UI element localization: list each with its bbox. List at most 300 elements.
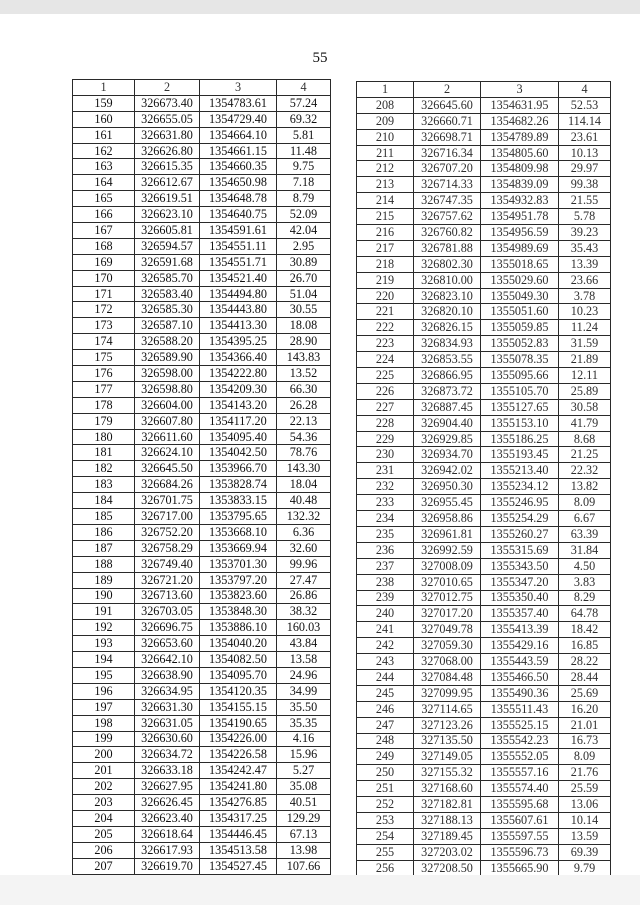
column-header: 2 xyxy=(135,80,200,96)
table-cell: 13.59 xyxy=(559,828,611,844)
table-cell: 327010.65 xyxy=(414,574,481,590)
table-row xyxy=(73,95,331,111)
table-cell: 114.14 xyxy=(559,113,611,129)
table-cell: 11.48 xyxy=(277,143,331,159)
table-cell: 8.29 xyxy=(559,590,611,606)
table-cell: 1354095.70 xyxy=(200,667,277,683)
table-row xyxy=(357,177,611,193)
table-cell: 66.30 xyxy=(277,381,331,397)
table-cell: 253 xyxy=(357,812,414,828)
table-row xyxy=(357,352,611,368)
table-cell: 186 xyxy=(73,524,135,540)
table-cell: 326955.45 xyxy=(414,495,481,511)
table-cell: 225 xyxy=(357,368,414,384)
table-cell: 1354222.80 xyxy=(200,366,277,382)
table-cell: 42.04 xyxy=(277,223,331,239)
table-row xyxy=(73,810,331,826)
table-cell: 177 xyxy=(73,381,135,397)
table-row xyxy=(357,209,611,225)
table-row xyxy=(357,781,611,797)
table-row xyxy=(357,415,611,431)
table-cell: 99.38 xyxy=(559,177,611,193)
table-cell: 32.60 xyxy=(277,540,331,556)
table-cell: 219 xyxy=(357,272,414,288)
table-row xyxy=(73,747,331,763)
table-cell: 16.20 xyxy=(559,701,611,717)
table-cell: 1354513.58 xyxy=(200,842,277,858)
table-cell: 327149.05 xyxy=(414,749,481,765)
table-cell: 326633.18 xyxy=(135,763,200,779)
top-edge-shadow xyxy=(0,0,640,14)
table-cell: 208 xyxy=(357,97,414,113)
table-cell: 229 xyxy=(357,431,414,447)
table-cell: 1355078.35 xyxy=(481,352,559,368)
table-row xyxy=(73,731,331,747)
table-cell: 326942.02 xyxy=(414,463,481,479)
table-cell: 6.67 xyxy=(559,511,611,527)
table-cell: 200 xyxy=(73,747,135,763)
table-cell: 159 xyxy=(73,95,135,111)
table-cell: 326820.10 xyxy=(414,304,481,320)
table-cell: 189 xyxy=(73,572,135,588)
table-cell: 326645.60 xyxy=(414,97,481,113)
table-row xyxy=(73,429,331,445)
table-cell: 326701.75 xyxy=(135,493,200,509)
table-cell: 1355357.40 xyxy=(481,606,559,622)
table-row xyxy=(357,431,611,447)
table-cell: 21.01 xyxy=(559,717,611,733)
table-cell: 1354494.80 xyxy=(200,286,277,302)
table-cell: 327012.75 xyxy=(414,590,481,606)
table-cell: 1355596.73 xyxy=(481,844,559,860)
table-cell: 28.22 xyxy=(559,654,611,670)
table-row xyxy=(357,336,611,352)
table-cell: 326619.51 xyxy=(135,191,200,207)
table-cell: 326638.90 xyxy=(135,667,200,683)
table-cell: 249 xyxy=(357,749,414,765)
table-cell: 52.09 xyxy=(277,207,331,223)
table-row xyxy=(357,622,611,638)
table-row xyxy=(73,143,331,159)
coordinates-table-right xyxy=(356,81,611,877)
table-cell: 1355260.27 xyxy=(481,526,559,542)
table-cell: 327084.48 xyxy=(414,669,481,685)
table-cell: 63.39 xyxy=(559,526,611,542)
table-cell: 326607.80 xyxy=(135,413,200,429)
table-cell: 224 xyxy=(357,352,414,368)
table-row xyxy=(357,272,611,288)
table-cell: 326703.05 xyxy=(135,604,200,620)
table-cell: 238 xyxy=(357,574,414,590)
table-cell: 199 xyxy=(73,731,135,747)
table-row xyxy=(357,193,611,209)
table-cell: 326589.90 xyxy=(135,350,200,366)
table-row xyxy=(357,256,611,272)
table-cell: 23.61 xyxy=(559,129,611,145)
table-cell: 209 xyxy=(357,113,414,129)
table-row xyxy=(357,669,611,685)
table-cell: 326645.50 xyxy=(135,461,200,477)
table-cell: 327135.50 xyxy=(414,733,481,749)
table-cell: 1354839.09 xyxy=(481,177,559,193)
table-cell: 1355490.36 xyxy=(481,685,559,701)
table-cell: 235 xyxy=(357,526,414,542)
table-cell: 1355193.45 xyxy=(481,447,559,463)
table-cell: 232 xyxy=(357,479,414,495)
table-cell: 326655.05 xyxy=(135,111,200,127)
table-row xyxy=(357,129,611,145)
table-cell: 242 xyxy=(357,638,414,654)
table-row xyxy=(357,542,611,558)
table-cell: 1354226.58 xyxy=(200,747,277,763)
table-cell: 1354809.98 xyxy=(481,161,559,177)
table-cell: 1355552.05 xyxy=(481,749,559,765)
table-cell: 1354729.40 xyxy=(200,111,277,127)
table-cell: 13.58 xyxy=(277,652,331,668)
table-row xyxy=(357,320,611,336)
table-row xyxy=(73,779,331,795)
table-cell: 1354242.47 xyxy=(200,763,277,779)
table-cell: 22.13 xyxy=(277,413,331,429)
table-cell: 26.70 xyxy=(277,270,331,286)
table-row xyxy=(357,463,611,479)
table-row xyxy=(73,413,331,429)
table-cell: 213 xyxy=(357,177,414,193)
table-cell: 193 xyxy=(73,636,135,652)
column-header: 2 xyxy=(414,82,481,98)
table-cell: 326631.05 xyxy=(135,715,200,731)
table-cell: 1355413.39 xyxy=(481,622,559,638)
table-cell: 1354446.45 xyxy=(200,826,277,842)
table-cell: 1355557.16 xyxy=(481,765,559,781)
table-cell: 326760.82 xyxy=(414,225,481,241)
table-cell: 326873.72 xyxy=(414,383,481,399)
table-cell: 1355254.29 xyxy=(481,511,559,527)
table-cell: 160.03 xyxy=(277,620,331,636)
table-cell: 1354631.95 xyxy=(481,97,559,113)
table-cell: 214 xyxy=(357,193,414,209)
table-cell: 8.68 xyxy=(559,431,611,447)
table-cell: 198 xyxy=(73,715,135,731)
table-row xyxy=(73,699,331,715)
table-cell: 327208.50 xyxy=(414,860,481,876)
table-cell: 21.25 xyxy=(559,447,611,463)
table-row xyxy=(357,399,611,415)
table-row xyxy=(73,620,331,636)
table-cell: 21.55 xyxy=(559,193,611,209)
table-cell: 1355574.40 xyxy=(481,781,559,797)
table-cell: 220 xyxy=(357,288,414,304)
table-cell: 170 xyxy=(73,270,135,286)
table-cell: 25.89 xyxy=(559,383,611,399)
table-row xyxy=(73,302,331,318)
table-cell: 326853.55 xyxy=(414,352,481,368)
table-cell: 326958.86 xyxy=(414,511,481,527)
table-cell: 327068.00 xyxy=(414,654,481,670)
table-cell: 237 xyxy=(357,558,414,574)
table-cell: 22.32 xyxy=(559,463,611,479)
table-cell: 1355018.65 xyxy=(481,256,559,272)
table-row xyxy=(357,383,611,399)
table-cell: 1354443.80 xyxy=(200,302,277,318)
table-cell: 185 xyxy=(73,509,135,525)
table-cell: 30.58 xyxy=(559,399,611,415)
table-cell: 23.66 xyxy=(559,272,611,288)
table-cell: 16.85 xyxy=(559,638,611,654)
table-cell: 16.73 xyxy=(559,733,611,749)
table-cell: 211 xyxy=(357,145,414,161)
table-row xyxy=(357,113,611,129)
table-cell: 326758.29 xyxy=(135,540,200,556)
table-cell: 43.84 xyxy=(277,636,331,652)
table-cell: 326660.71 xyxy=(414,113,481,129)
table-cell: 30.89 xyxy=(277,254,331,270)
table-cell: 231 xyxy=(357,463,414,479)
table-row xyxy=(73,572,331,588)
table-cell: 326598.80 xyxy=(135,381,200,397)
table-cell: 326752.20 xyxy=(135,524,200,540)
table-cell: 327168.60 xyxy=(414,781,481,797)
table-cell: 26.28 xyxy=(277,397,331,413)
table-row xyxy=(73,683,331,699)
table-cell: 1354951.78 xyxy=(481,209,559,225)
table-cell: 228 xyxy=(357,415,414,431)
table-cell: 327017.20 xyxy=(414,606,481,622)
table-cell: 183 xyxy=(73,477,135,493)
table-cell: 326588.20 xyxy=(135,334,200,350)
table-cell: 326992.59 xyxy=(414,542,481,558)
table-cell: 31.59 xyxy=(559,336,611,352)
table-row xyxy=(357,368,611,384)
table-cell: 169 xyxy=(73,254,135,270)
table-cell: 212 xyxy=(357,161,414,177)
table-cell: 326626.45 xyxy=(135,795,200,811)
table-cell: 143.30 xyxy=(277,461,331,477)
table-row xyxy=(357,479,611,495)
table-cell: 326612.67 xyxy=(135,175,200,191)
table-cell: 251 xyxy=(357,781,414,797)
table-cell: 35.08 xyxy=(277,779,331,795)
table-cell: 107.66 xyxy=(277,858,331,874)
table-cell: 326747.35 xyxy=(414,193,481,209)
table-row xyxy=(73,858,331,874)
table-row xyxy=(357,574,611,590)
table-cell: 13.39 xyxy=(559,256,611,272)
table-cell: 1354591.61 xyxy=(200,223,277,239)
table-cell: 1354040.20 xyxy=(200,636,277,652)
table-cell: 1354661.15 xyxy=(200,143,277,159)
table-cell: 1355127.65 xyxy=(481,399,559,415)
table-row xyxy=(357,526,611,542)
table-cell: 326605.81 xyxy=(135,223,200,239)
table-row xyxy=(357,701,611,717)
table-cell: 194 xyxy=(73,652,135,668)
column-header: 3 xyxy=(200,80,277,96)
table-cell: 1354317.25 xyxy=(200,810,277,826)
table-cell: 1354664.10 xyxy=(200,127,277,143)
table-cell: 143.83 xyxy=(277,350,331,366)
table-cell: 1355213.40 xyxy=(481,463,559,479)
table-cell: 326717.00 xyxy=(135,509,200,525)
table-cell: 326624.10 xyxy=(135,445,200,461)
table-cell: 25.59 xyxy=(559,781,611,797)
table-cell: 326713.60 xyxy=(135,588,200,604)
table-cell: 132.32 xyxy=(277,509,331,525)
table-cell: 160 xyxy=(73,111,135,127)
table-cell: 165 xyxy=(73,191,135,207)
table-row xyxy=(357,590,611,606)
table-row xyxy=(357,558,611,574)
table-cell: 326826.15 xyxy=(414,320,481,336)
table-cell: 1353833.15 xyxy=(200,493,277,509)
table-cell: 1355051.60 xyxy=(481,304,559,320)
table-cell: 4.50 xyxy=(559,558,611,574)
table-header-row xyxy=(357,82,611,98)
table-row xyxy=(357,161,611,177)
table-cell: 1354120.35 xyxy=(200,683,277,699)
table-cell: 326802.30 xyxy=(414,256,481,272)
table-cell: 1355105.70 xyxy=(481,383,559,399)
table-cell: 239 xyxy=(357,590,414,606)
table-cell: 24.96 xyxy=(277,667,331,683)
table-cell: 1355595.68 xyxy=(481,797,559,813)
table-cell: 191 xyxy=(73,604,135,620)
table-row xyxy=(357,240,611,256)
table-row xyxy=(73,652,331,668)
table-cell: 236 xyxy=(357,542,414,558)
table-row xyxy=(73,270,331,286)
table-cell: 207 xyxy=(73,858,135,874)
table-cell: 216 xyxy=(357,225,414,241)
table-cell: 326684.26 xyxy=(135,477,200,493)
table-cell: 201 xyxy=(73,763,135,779)
table-row xyxy=(357,304,611,320)
table-cell: 222 xyxy=(357,320,414,336)
table-cell: 1355234.12 xyxy=(481,479,559,495)
table-cell: 326961.81 xyxy=(414,526,481,542)
table-cell: 326594.57 xyxy=(135,238,200,254)
table-cell: 173 xyxy=(73,318,135,334)
table-cell: 25.69 xyxy=(559,685,611,701)
table-row xyxy=(357,511,611,527)
table-cell: 210 xyxy=(357,129,414,145)
table-cell: 203 xyxy=(73,795,135,811)
table-cell: 1354095.40 xyxy=(200,429,277,445)
table-cell: 176 xyxy=(73,366,135,382)
table-cell: 326950.30 xyxy=(414,479,481,495)
table-cell: 327189.45 xyxy=(414,828,481,844)
table-cell: 1353669.94 xyxy=(200,540,277,556)
table-row xyxy=(357,447,611,463)
table-cell: 11.24 xyxy=(559,320,611,336)
table-cell: 202 xyxy=(73,779,135,795)
table-cell: 327114.65 xyxy=(414,701,481,717)
table-cell: 31.84 xyxy=(559,542,611,558)
table-cell: 326598.00 xyxy=(135,366,200,382)
table-cell: 5.27 xyxy=(277,763,331,779)
table-cell: 7.18 xyxy=(277,175,331,191)
table-cell: 1355429.16 xyxy=(481,638,559,654)
table-row xyxy=(73,826,331,842)
table-cell: 13.06 xyxy=(559,797,611,813)
table-cell: 78.76 xyxy=(277,445,331,461)
table-cell: 129.29 xyxy=(277,810,331,826)
table-row xyxy=(357,145,611,161)
table-cell: 172 xyxy=(73,302,135,318)
table-cell: 1355049.30 xyxy=(481,288,559,304)
table-cell: 30.55 xyxy=(277,302,331,318)
table-cell: 246 xyxy=(357,701,414,717)
table-cell: 188 xyxy=(73,556,135,572)
table-cell: 51.04 xyxy=(277,286,331,302)
table-cell: 29.97 xyxy=(559,161,611,177)
table-row xyxy=(73,461,331,477)
table-row xyxy=(357,797,611,813)
table-cell: 10.13 xyxy=(559,145,611,161)
table-cell: 326866.95 xyxy=(414,368,481,384)
table-cell: 327099.95 xyxy=(414,685,481,701)
table-row xyxy=(73,175,331,191)
table-cell: 8.79 xyxy=(277,191,331,207)
table-cell: 8.09 xyxy=(559,495,611,511)
table-cell: 1353668.10 xyxy=(200,524,277,540)
table-row xyxy=(357,717,611,733)
table-cell: 205 xyxy=(73,826,135,842)
table-cell: 256 xyxy=(357,860,414,876)
table-cell: 54.36 xyxy=(277,429,331,445)
table-cell: 326634.95 xyxy=(135,683,200,699)
table-cell: 326934.70 xyxy=(414,447,481,463)
table-cell: 167 xyxy=(73,223,135,239)
table-row xyxy=(73,397,331,413)
table-row xyxy=(73,667,331,683)
table-cell: 326707.20 xyxy=(414,161,481,177)
table-cell: 18.08 xyxy=(277,318,331,334)
table-row xyxy=(73,127,331,143)
table-cell: 180 xyxy=(73,429,135,445)
column-header: 1 xyxy=(73,80,135,96)
table-cell: 326630.60 xyxy=(135,731,200,747)
table-row xyxy=(357,749,611,765)
table-cell: 13.98 xyxy=(277,842,331,858)
table-row xyxy=(73,207,331,223)
table-cell: 39.23 xyxy=(559,225,611,241)
table-cell: 221 xyxy=(357,304,414,320)
table-cell: 175 xyxy=(73,350,135,366)
table-cell: 326631.30 xyxy=(135,699,200,715)
table-row xyxy=(357,828,611,844)
table-cell: 326604.00 xyxy=(135,397,200,413)
table-cell: 326618.64 xyxy=(135,826,200,842)
table-cell: 327059.30 xyxy=(414,638,481,654)
table-row xyxy=(357,638,611,654)
table-cell: 187 xyxy=(73,540,135,556)
table-cell: 327155.32 xyxy=(414,765,481,781)
table-cell: 69.39 xyxy=(559,844,611,860)
table-cell: 6.36 xyxy=(277,524,331,540)
table-row xyxy=(357,844,611,860)
table-cell: 1354783.61 xyxy=(200,95,277,111)
table-cell: 326611.60 xyxy=(135,429,200,445)
table-cell: 28.90 xyxy=(277,334,331,350)
table-cell: 1355095.66 xyxy=(481,368,559,384)
table-cell: 326696.75 xyxy=(135,620,200,636)
table-row xyxy=(357,860,611,876)
table-cell: 227 xyxy=(357,399,414,415)
table-cell: 18.42 xyxy=(559,622,611,638)
table-cell: 1355343.50 xyxy=(481,558,559,574)
table-cell: 1354521.40 xyxy=(200,270,277,286)
